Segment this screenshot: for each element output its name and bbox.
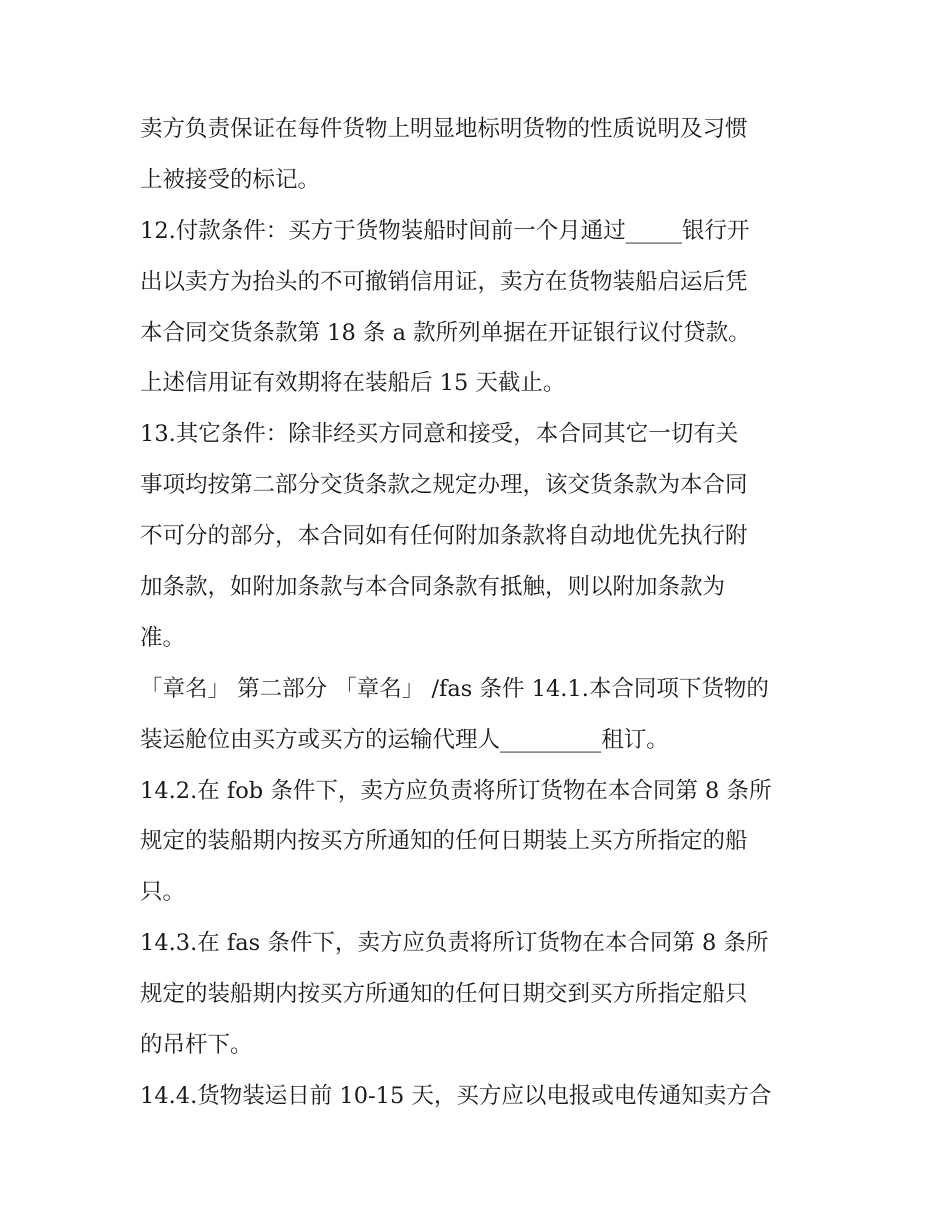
- text-line: 加条款，如附加条款与本合同条款有抵触，则以附加条款为: [140, 574, 726, 601]
- document-body: [140, 104, 820, 1122]
- text-line: 本合同交货条款第 18 条 a 款所列单据在开证银行议付贷款。: [140, 319, 751, 346]
- text-line: 出以卖方为抬头的不可撤销信用证，卖方在货物装船启运后凭: [140, 268, 748, 295]
- text-line: 只。: [140, 879, 186, 906]
- text-line: 规定的装船期内按买方所通知的任何日期交到买方所指定船只: [140, 981, 748, 1008]
- text-line: 14.4.货物装运日前 10-15 天，买方应以电报或电传通知卖方合: [140, 1082, 772, 1109]
- text-line: 上被接受的标记。: [140, 166, 321, 193]
- text-line: 上述信用证有效期将在装船后 15 天截止。: [140, 370, 566, 397]
- text-line: 14.2.在 fob 条件下，卖方应负责将所订货物在本合同第 8 条所: [140, 777, 772, 804]
- text-line: 准。: [140, 624, 186, 651]
- text-line: 卖方负责保证在每件货物上明显地标明货物的性质说明及习惯: [140, 116, 748, 142]
- text-line: 12.付款条件：买方于货物装船时间前一个月通过_____银行开: [140, 217, 750, 244]
- text-line: 13.其它条件：除非经买方同意和接受，本合同其它一切有关: [140, 421, 739, 448]
- text-line: 不可分的部分，本合同如有任何附加条款将自动地优先执行附: [140, 523, 748, 550]
- text-line: 的吊杆下。: [140, 1032, 253, 1059]
- text-line: 装运舱位由买方或买方的运输代理人_________租订。: [140, 726, 669, 753]
- text-line: 「章名」 第二部分 「章名」 /fas 条件 14.1.本合同项下货物的: [140, 675, 769, 702]
- text-line: 规定的装船期内按买方所通知的任何日期装上买方所指定的船: [140, 828, 748, 855]
- text-line: 14.3.在 fas 条件下，卖方应负责将所订货物在本合同第 8 条所: [140, 930, 769, 957]
- text-line: 事项均按第二部分交货条款之规定办理，该交货条款为本合同: [140, 472, 748, 499]
